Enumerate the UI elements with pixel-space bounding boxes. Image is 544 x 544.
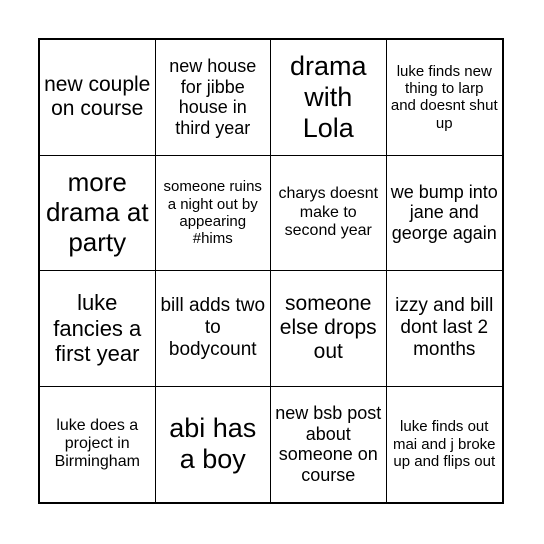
bingo-cell-text: charys doesnt make to second year <box>278 185 379 239</box>
bingo-cell[interactable] <box>271 156 387 272</box>
bingo-cell[interactable] <box>156 387 272 503</box>
bingo-cell-text: luke does a project in Birmingham <box>54 416 140 471</box>
bingo-cell-text: we bump into jane and george again <box>390 181 498 244</box>
bingo-cell[interactable] <box>156 271 272 387</box>
bingo-cell[interactable] <box>40 271 156 387</box>
bingo-cell-text: someone else drops out <box>279 292 377 364</box>
bingo-cell-text: luke fancies a first year <box>53 290 142 366</box>
bingo-cell-text: more drama at party <box>45 166 149 257</box>
bingo-cell-text: abi has a boy <box>169 413 257 475</box>
bingo-cell[interactable] <box>271 387 387 503</box>
bingo-cell-text: new couple on course <box>44 73 151 121</box>
bingo-cell-text: luke finds out mai and j broke up and flips out <box>392 418 496 470</box>
bingo-cell-text: new bsb post about someone on course <box>275 402 382 485</box>
bingo-cell-text: drama with Lola <box>289 50 367 143</box>
bingo-cell-text: luke finds new thing to larp and doesnt shut up <box>390 62 498 132</box>
bingo-cell[interactable] <box>40 156 156 272</box>
bingo-cell-text: new house for jibbe house in third year <box>169 55 257 138</box>
bingo-board <box>38 38 504 504</box>
bingo-cell[interactable] <box>156 40 272 156</box>
bingo-cell[interactable] <box>40 40 156 156</box>
bingo-cell[interactable] <box>156 156 272 272</box>
bingo-cell-text: bill adds two to bodycount <box>160 295 266 361</box>
bingo-cell[interactable] <box>387 387 503 503</box>
bingo-cell[interactable] <box>271 40 387 156</box>
bingo-cell-text: izzy and bill dont last 2 months <box>395 295 494 361</box>
bingo-cell-text: someone ruins a night out by appearing #hims <box>163 178 262 247</box>
bingo-cell[interactable] <box>40 387 156 503</box>
bingo-cell[interactable] <box>271 271 387 387</box>
bingo-cell[interactable] <box>387 156 503 272</box>
bingo-cell[interactable] <box>387 40 503 156</box>
bingo-cell[interactable] <box>387 271 503 387</box>
